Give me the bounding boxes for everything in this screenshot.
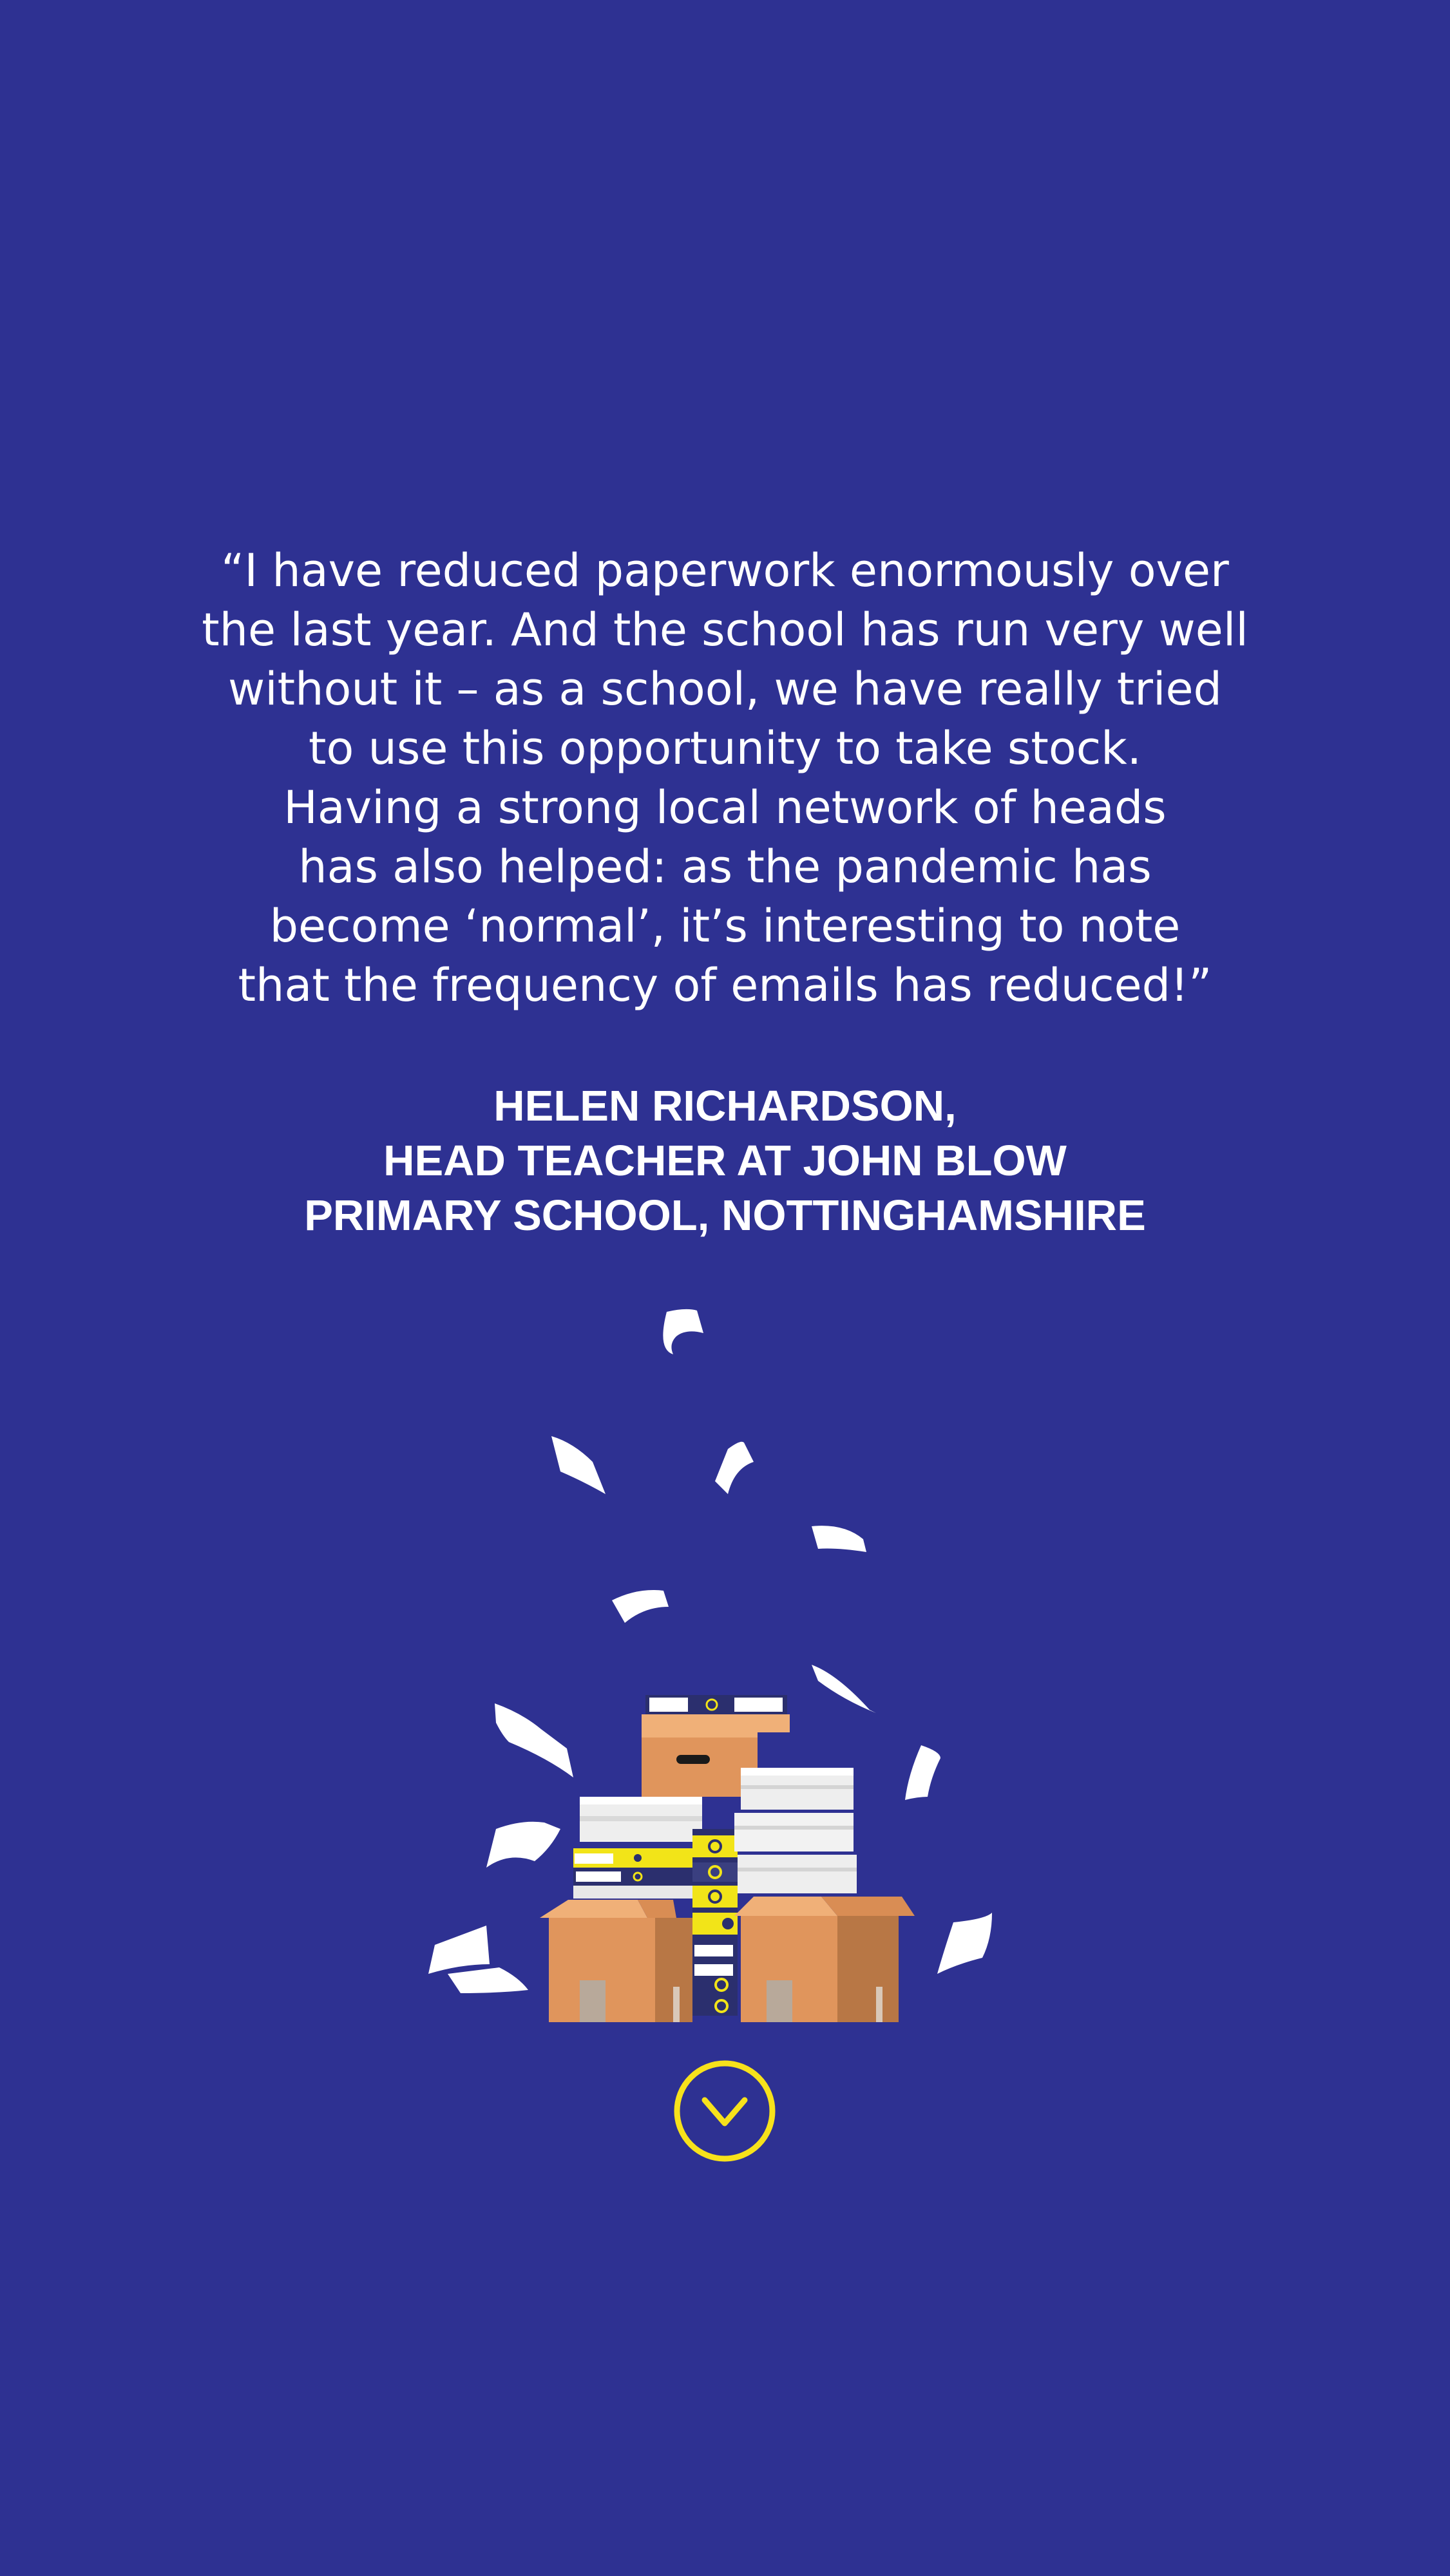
right-paper-stack [734, 1768, 857, 1893]
quote-line: to use this opportunity to take stock. [309, 722, 1141, 775]
quote-line: become ‘normal’, it’s interesting to note [269, 900, 1181, 952]
chevron-down-icon [705, 2100, 745, 2123]
quote-attribution [97, 1079, 1353, 1243]
quote-line: Having a strong local network of heads [283, 781, 1167, 834]
binder-column [692, 1829, 738, 2016]
scroll-button-ring [677, 2063, 772, 2159]
left-paper-stack [573, 1797, 709, 1899]
quote-line: that the frequency of emails has reduced!” [238, 959, 1212, 1012]
paperwork-pile-icon [425, 1301, 1037, 2022]
quote-line: without it – as a school, we have really tried [227, 663, 1222, 715]
scroll-down-button[interactable] [673, 2059, 777, 2163]
right-open-box [734, 1897, 915, 2022]
quote-line: the last year. And the school has run very well [202, 603, 1248, 656]
quote-text [97, 541, 1353, 1015]
quote-line: “I have reduced paperwork enormously over [221, 544, 1229, 597]
attribution-line: HEAD TEACHER AT JOHN BLOW [383, 1137, 1067, 1185]
quote-line: has also helped: as the pandemic has [298, 840, 1152, 893]
attribution-line: PRIMARY SCHOOL, NOTTINGHAMSHIRE [304, 1191, 1146, 1240]
left-open-box [540, 1900, 692, 2022]
attribution-line: HELEN RICHARDSON, [493, 1082, 957, 1130]
